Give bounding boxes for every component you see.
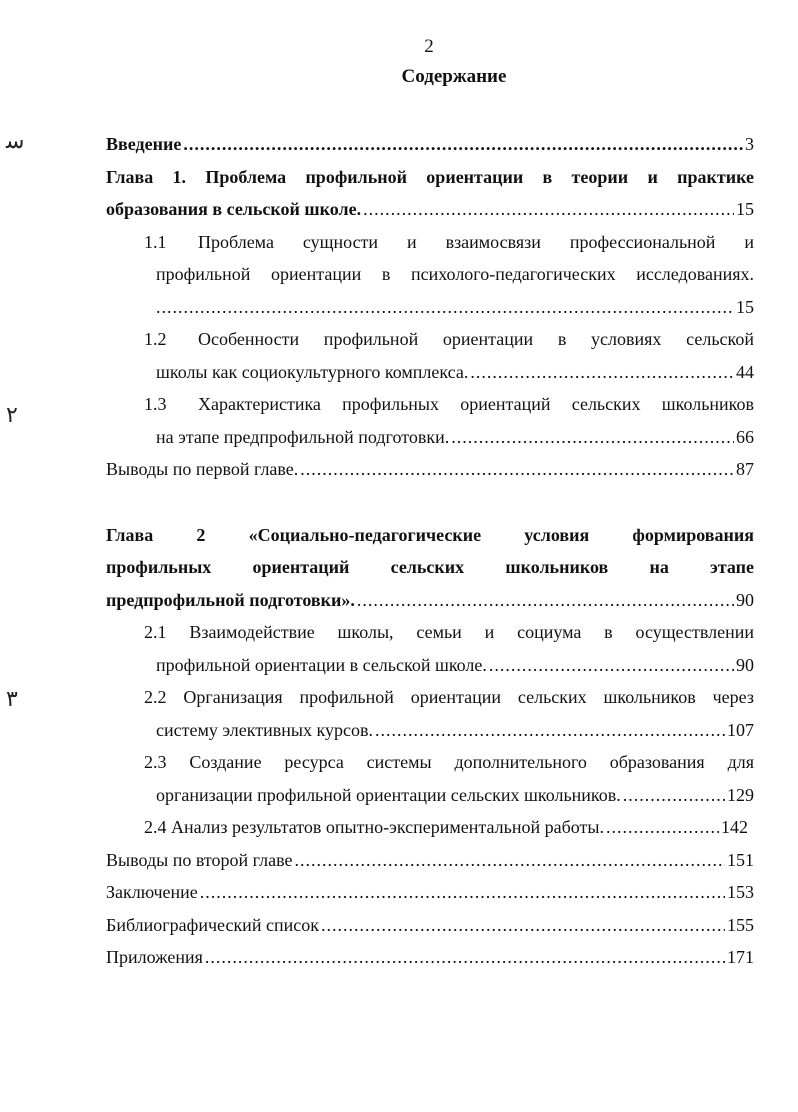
toc-entry-label: Выводы по второй главе [106,849,293,870]
section-number: 1.3 [144,394,167,414]
toc-entry-label: Библиографический список [106,914,319,935]
toc-entry-page: 171 [727,947,754,967]
toc-entry-page: 3 [745,134,754,154]
toc-entry-label: Характеристика профильных ориентаций сельских школьников [198,394,754,414]
page-number: 2 [424,36,434,57]
toc-entry-label: школы как социокультурного комплекса. [156,361,469,382]
margin-handwriting-mark: ٢ [6,402,18,427]
dot-leader [156,291,734,324]
toc-entry-page: 129 [727,784,754,805]
toc-entry-page: 90 [736,589,754,610]
toc-entry-label: на этапе предпрофильной подготовки. [156,426,450,447]
toc-entry-page: 87 [736,459,754,479]
toc-entry-page: 153 [727,882,754,902]
table-of-contents [106,128,754,974]
toc-chapter-1-heading-end[interactable] [106,193,754,226]
toc-entry-label: профильной ориентации в сельской школе. [156,654,487,675]
toc-entry-page: 15 [736,199,754,219]
dot-leader [357,584,734,617]
toc-entry-page: 151 [727,849,754,870]
toc-entry-page: 155 [727,914,754,935]
toc-chapter-2-heading-cont[interactable]: профильных ориентаций сельских школьников на этапе [106,557,754,577]
toc-entry-label: образования в сельской школе. [106,199,362,219]
dot-leader [623,779,725,812]
dot-leader [451,421,734,454]
section-number: 1.2 [144,329,167,349]
dot-leader [300,453,734,486]
toc-entry-page: 90 [736,654,754,675]
toc-section-2-3[interactable]: 2.3 Создание ресурса системы дополнительного образования для [144,752,754,772]
toc-entry-conclusion[interactable] [106,876,754,909]
dot-leader [294,844,725,877]
toc-section-1-1[interactable] [106,226,754,259]
dot-leader [375,714,725,747]
toc-section-1-2[interactable] [106,323,754,356]
toc-section-2-3-cont[interactable] [106,779,754,812]
toc-entry-label: Проблема сущности и взаимосвязи профессиональной и [198,231,754,252]
toc-entry-label: Введение [106,134,182,154]
toc-entry-intro[interactable] [106,128,754,161]
toc-chapter-2-heading[interactable]: Глава 2 «Социально-педагогические условия формирования [106,524,754,545]
toc-entry-page: 15 [736,296,754,317]
spacer [106,486,754,519]
toc-entry-label: Выводы по первой главе. [106,459,299,479]
toc-section-1-3-cont[interactable] [106,421,754,454]
toc-entry-label: организации профильной ориентации сельских школьников. [156,784,621,805]
toc-entry-page: 107 [727,719,754,740]
toc-section-1-1-cont[interactable]: профильной ориентации в психолого-педагогических исследованиях. [156,264,754,284]
toc-entry-appendices[interactable] [106,941,754,974]
toc-entry-chapter-2-conclusions[interactable] [106,844,754,877]
toc-section-1-3[interactable] [106,388,754,421]
toc-entry-page: 66 [736,426,754,447]
page-title: Содержание [401,66,507,87]
toc-entry-bibliography[interactable] [106,909,754,942]
section-number: 1.1 [144,231,167,252]
dot-leader [489,649,734,682]
toc-section-1-2-cont[interactable] [106,356,754,389]
toc-section-1-1-page-line[interactable] [106,291,754,324]
dot-leader [470,356,734,389]
toc-section-2-2-cont[interactable] [106,714,754,747]
toc-entry-label: 2.4 Анализ результатов опытно-экспериментальной работы. [144,817,604,837]
margin-handwriting-mark: ٣ [6,686,18,711]
dot-leader [321,909,725,942]
toc-chapter-2-heading-end[interactable] [106,584,754,617]
margin-handwriting-mark: ﺳ [6,128,25,153]
toc-entry-page: 44 [736,361,754,382]
toc-entry-chapter-1-conclusions[interactable] [106,453,754,486]
dot-leader [205,941,725,974]
toc-entry-page: 142 [721,817,748,837]
toc-entry-label: систему элективных курсов. [156,719,373,740]
toc-entry-label: предпрофильной подготовки». [106,589,355,610]
toc-entry-label: Особенности профильной ориентации в условиях сельской [198,329,754,349]
toc-entry-label: Приложения [106,947,203,967]
toc-chapter-1-heading[interactable]: Глава 1. Проблема профильной ориентации в теории и практике [106,166,754,187]
toc-section-2-4[interactable] [106,811,754,844]
toc-section-2-2[interactable]: 2.2 Организация профильной ориентации сельских школьников через [144,687,754,707]
dot-leader [606,811,719,844]
dot-leader [183,128,743,161]
dot-leader [200,876,725,909]
dot-leader [363,193,734,226]
toc-section-2-1[interactable]: 2.1 Взаимодействие школы, семьи и социума в осуществлении [144,622,754,642]
toc-entry-label: Заключение [106,882,198,902]
toc-section-2-1-cont[interactable] [106,649,754,682]
